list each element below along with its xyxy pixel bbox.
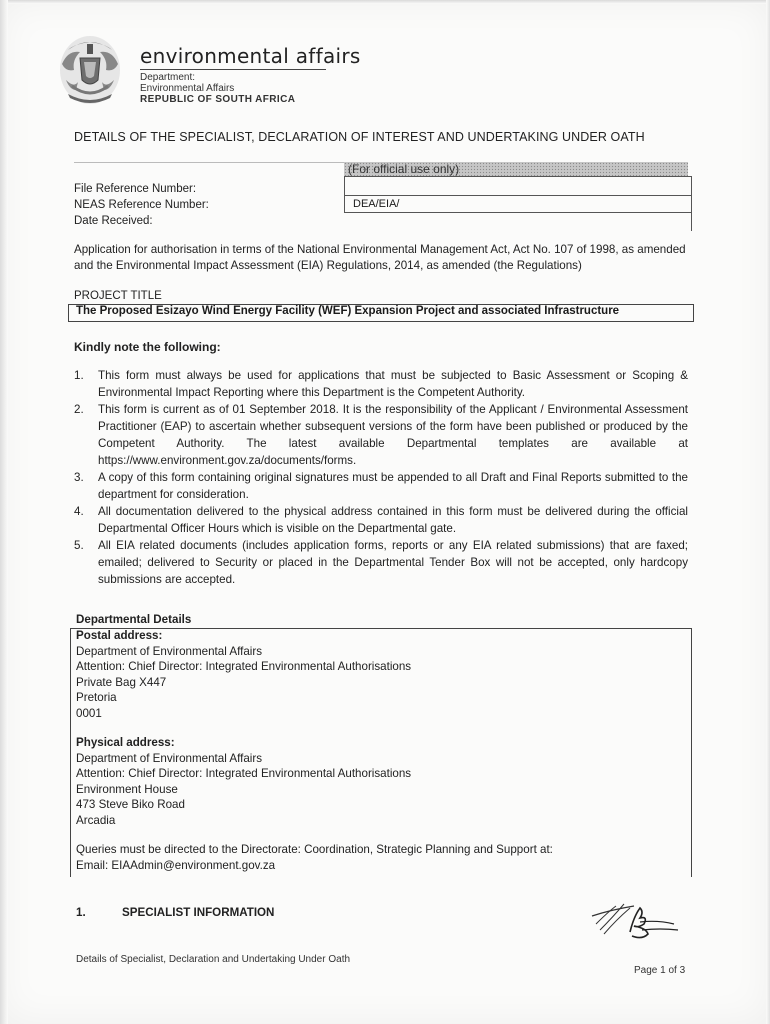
file-reference-field[interactable] — [344, 176, 692, 195]
heading-rule — [74, 162, 344, 163]
section-number: 1. — [76, 906, 86, 919]
postal-line: 0001 — [76, 706, 102, 720]
list-item — [74, 503, 688, 537]
brand-underline — [140, 69, 326, 70]
postal-line: Department of Environmental Affairs — [76, 644, 263, 658]
list-item — [74, 401, 688, 469]
physical-line: Environment House — [76, 782, 178, 796]
departmental-details-heading: Departmental Details — [76, 613, 192, 626]
scan-edge-left — [0, 0, 8, 1024]
list-item-text: All documentation delivered to the physical address contained in this form must be delivered during the official Departmental Officer Hours which is visible on the Departmental gate. — [98, 505, 688, 535]
list-item — [74, 537, 688, 588]
scan-edge-top — [0, 0, 770, 4]
postal-line: Attention: Chief Director: Integrated Environmental Authorisations — [76, 660, 412, 673]
footer-document-name: Details of Specialist, Declaration and Undertaking Under Oath — [76, 954, 351, 965]
coat-of-arms-icon — [54, 30, 126, 108]
list-item-number: 1. — [74, 369, 84, 382]
notes-heading: Kindly note the following: — [74, 340, 221, 354]
list-item-number: 2. — [74, 403, 84, 416]
document-heading: DETAILS OF THE SPECIALIST, DECLARATION OF INTEREST AND UNDERTAKING UNDER OATH — [74, 130, 645, 144]
list-item — [74, 469, 688, 503]
reference-labels — [74, 181, 209, 229]
queries-line: Queries must be directed to the Directorate: Coordination, Strategic Planning and Support at: — [76, 843, 553, 856]
official-use-label: (For official use only) — [344, 162, 688, 176]
physical-line: Arcadia — [76, 813, 116, 827]
list-item-text: This form is current as of 01 September 2018. It is the responsibility of the Applicant / Environmental Assessment Practitioner (EAP) to ascertain whether subsequent versions of the form have been published or produced by the Competent Authority. The latest available Departmental templates are available at https://www.environment.gov.za/documents/forms. — [98, 403, 688, 467]
physical-line: 473 Steve Biko Road — [76, 798, 185, 811]
neas-reference-field[interactable]: DEA/EIA/ — [344, 195, 692, 213]
brand-dept-line2: Environmental Affairs — [140, 83, 235, 94]
brand-dept-line1: Department: — [140, 72, 196, 83]
project-title: The Proposed Esizayo Wind Energy Facility (WEF) Expansion Project and associated Infrastructure — [76, 305, 620, 317]
list-item-number: 5. — [74, 539, 84, 552]
section-title: SPECIALIST INFORMATION — [122, 906, 275, 919]
list-item-text: This form must always be used for applications that must be subjected to Basic Assessment or Scoping & Environmental Impact Reporting where this Department is the Competent Authority. — [98, 369, 688, 399]
brand-dept-line3: REPUBLIC OF SOUTH AFRICA — [140, 94, 296, 105]
departmental-details-body — [76, 628, 686, 873]
postal-address-label: Postal address: — [76, 629, 163, 642]
handwritten-signature-icon — [590, 894, 680, 946]
list-item-text: A copy of this form containing original signatures must be appended to all Draft and Final Reports submitted to the department for consideration. — [98, 471, 688, 501]
email-line: Email: EIAAdmin@environment.gov.za — [76, 858, 276, 872]
project-title-label: PROJECT TITLE — [74, 290, 162, 302]
neas-reference-label: NEAS Reference Number: — [74, 199, 209, 211]
application-text: Application for authorisation in terms of the National Environmental Management Act, Act No. 107 of 1998, as amended and the Environmental Impact Assessment (EIA) Regulations, 2014, as amended (the Regulations) — [74, 243, 686, 272]
physical-line: Department of Environmental Affairs — [76, 751, 263, 765]
list-item-text: All EIA related documents (includes application forms, reports or any EIA related submissions) that are faxed; emailed; delivered to Security or placed in the Departmental Tender Box will not be accepted, only hardcopy submissions are accepted. — [98, 539, 688, 586]
brand-department — [140, 72, 295, 105]
brand-name: environmental affairs — [140, 44, 361, 68]
postal-line: Private Bag X447 — [76, 675, 167, 689]
date-received-field[interactable] — [344, 213, 692, 231]
physical-address-label: Physical address: — [76, 736, 175, 749]
scan-edge-right — [766, 0, 770, 1024]
section-heading — [76, 906, 274, 919]
official-use-box — [344, 162, 692, 231]
date-received-label: Date Received: — [74, 215, 153, 227]
list-item-number: 4. — [74, 505, 84, 518]
footer-page-number: Page 1 of 3 — [634, 965, 686, 976]
notes-list — [74, 367, 688, 588]
file-reference-label: File Reference Number: — [74, 183, 197, 195]
postal-line: Pretoria — [76, 691, 117, 704]
physical-line: Attention: Chief Director: Integrated Environmental Authorisations — [76, 767, 412, 780]
list-item — [74, 367, 688, 401]
list-item-number: 3. — [74, 471, 84, 484]
